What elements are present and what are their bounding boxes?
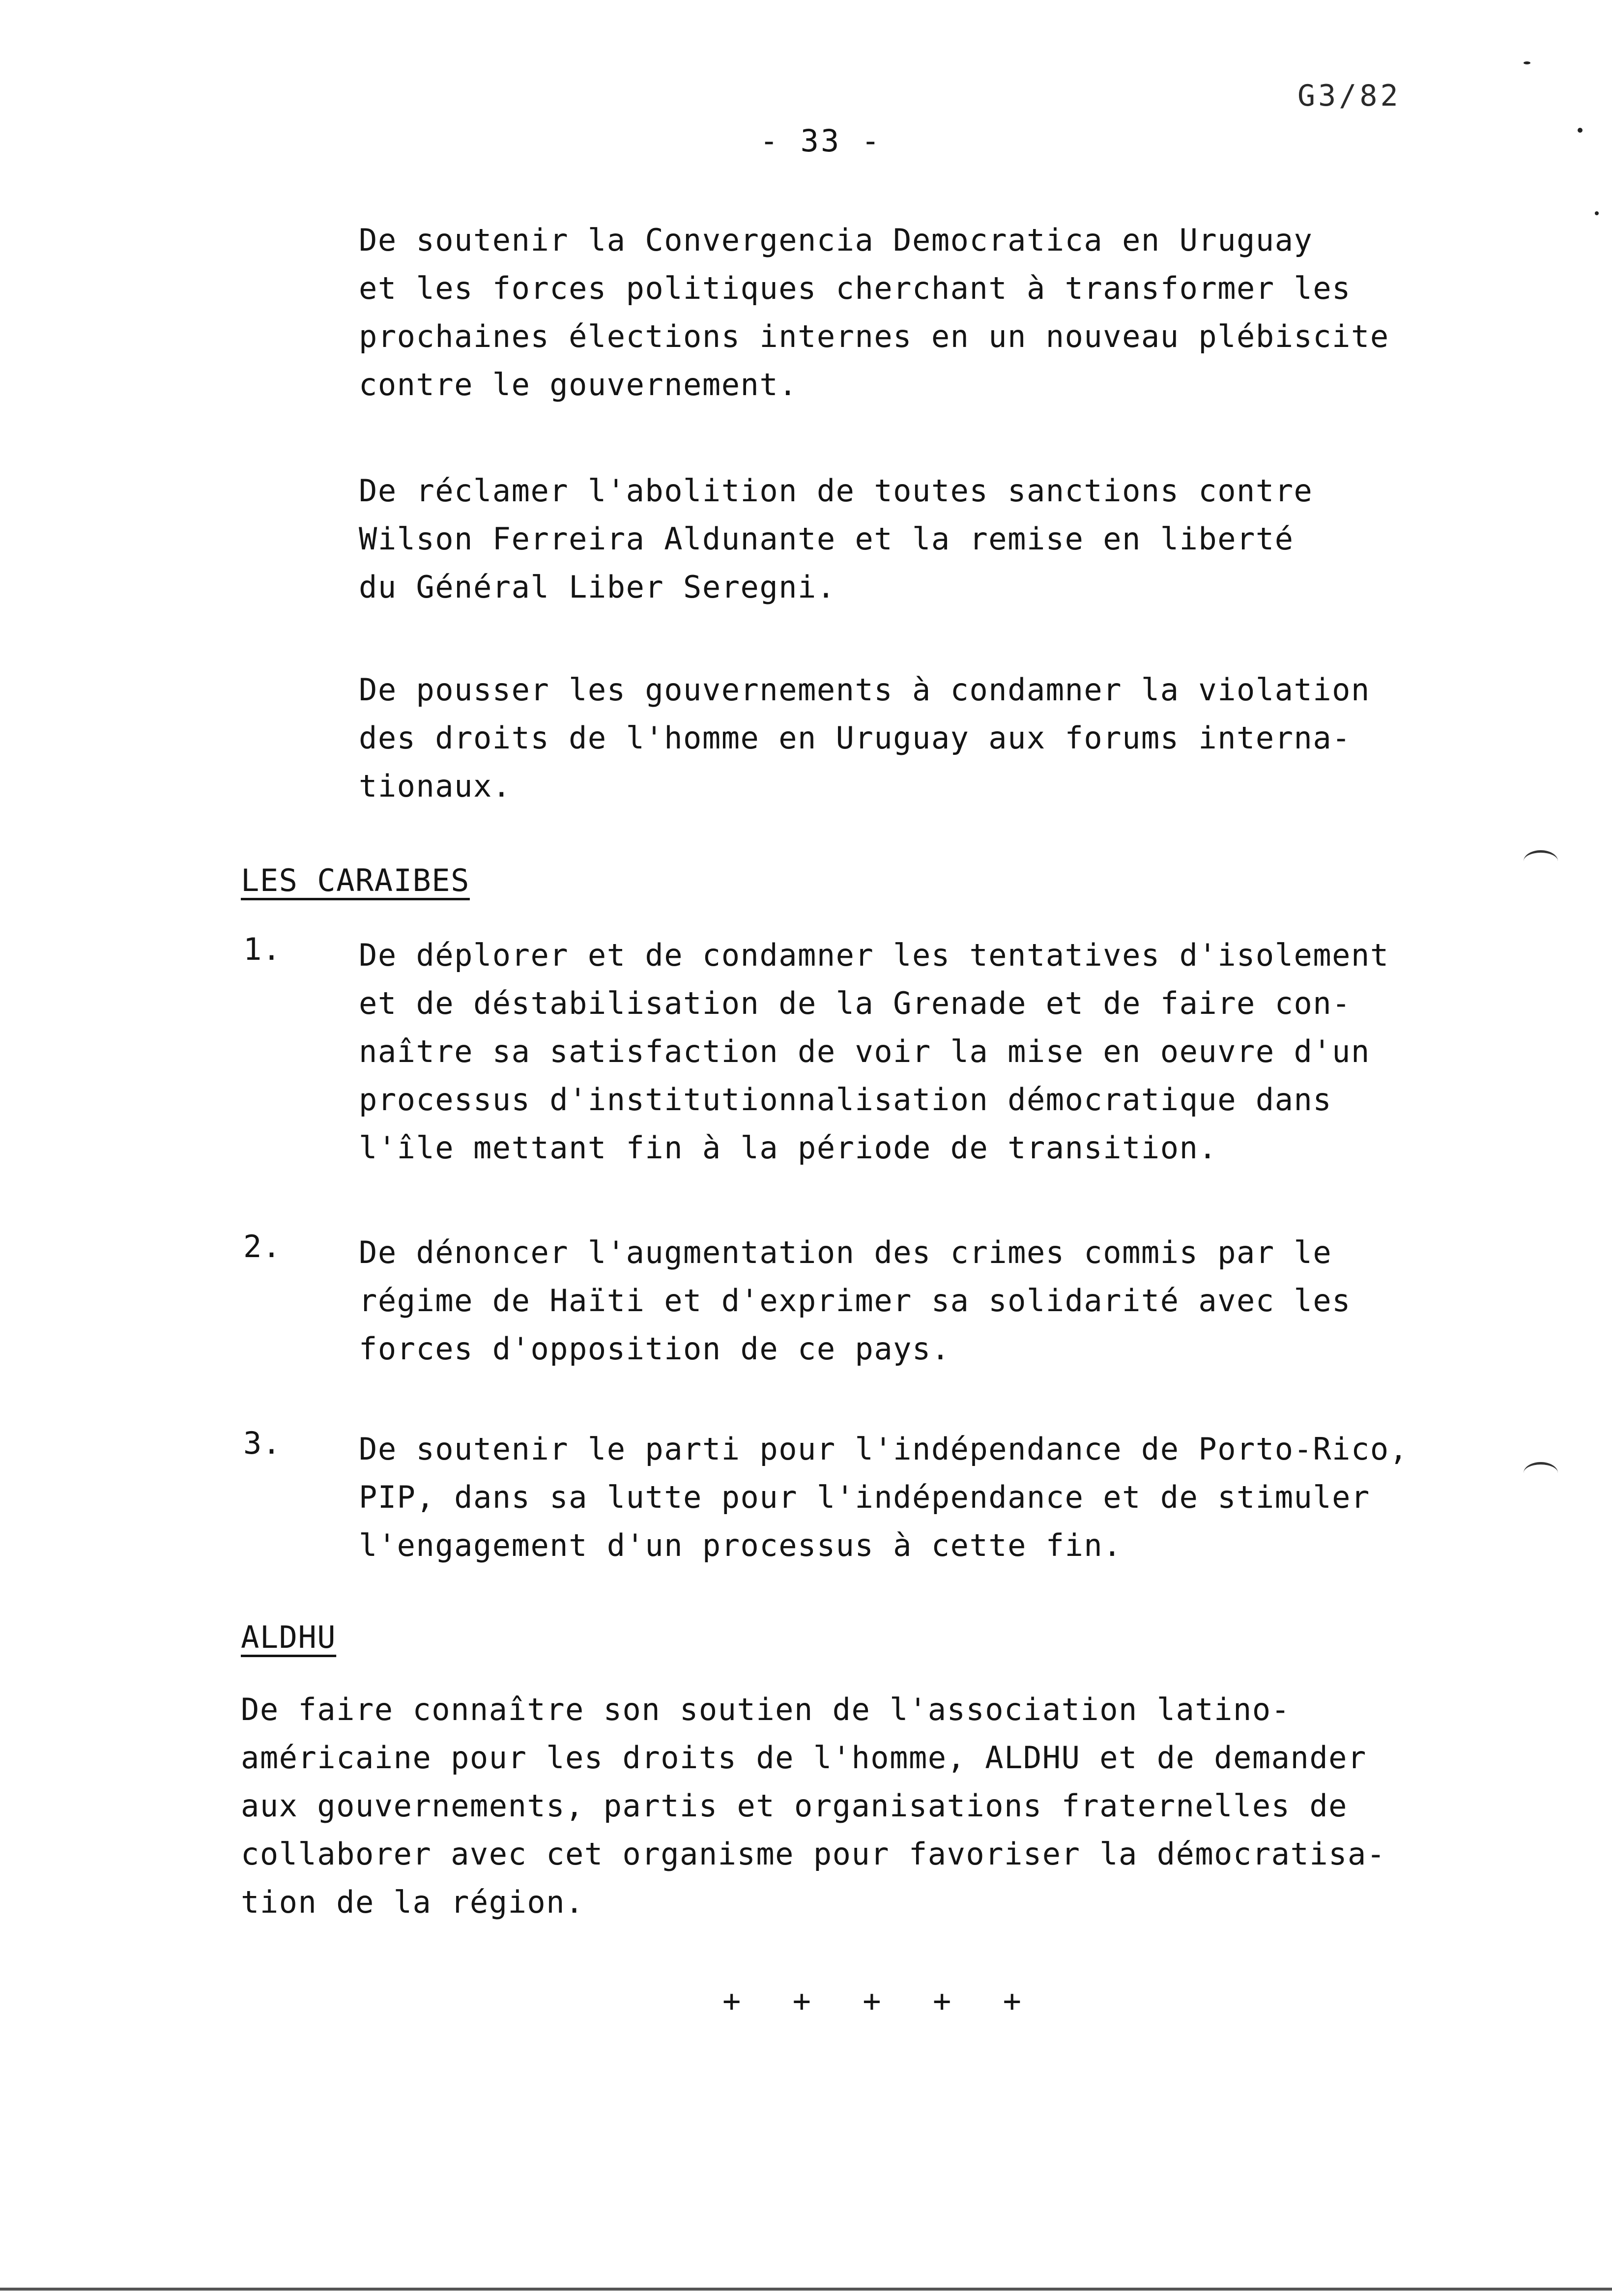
text-line: De soutenir la Convergencia Democratica en Uruguay bbox=[359, 222, 1313, 258]
text-line: Wilson Ferreira Aldunante et la remise en liberté bbox=[359, 521, 1294, 557]
text-line: régime de Haïti et d'exprimer sa solidarité avec les bbox=[359, 1283, 1352, 1319]
text-line: De réclamer l'abolition de toutes sanctions contre bbox=[359, 473, 1313, 509]
text-line: prochaines élections internes en un nouveau plébiscite bbox=[359, 318, 1389, 354]
text-line: aux gouvernements, partis et organisations fraternelles de bbox=[241, 1788, 1348, 1824]
text-line: naître sa satisfaction de voir la mise en oeuvre d'un bbox=[359, 1033, 1370, 1069]
list-item-porto-rico bbox=[359, 1425, 1409, 1570]
scan-speck bbox=[1524, 61, 1530, 64]
list-item-grenade bbox=[359, 931, 1389, 1172]
text-line: des droits de l'homme en Uruguay aux forums interna- bbox=[359, 720, 1352, 756]
item-number: 2. bbox=[243, 1229, 282, 1264]
text-line: contre le gouvernement. bbox=[359, 367, 798, 402]
section-heading-caraibes: LES CARAIBES bbox=[241, 862, 470, 898]
document-reference: G3/82 bbox=[1297, 79, 1401, 113]
scan-speck bbox=[1578, 128, 1583, 133]
text-line: tion de la région. bbox=[241, 1884, 584, 1920]
text-line: tionaux. bbox=[359, 768, 512, 804]
margin-mark bbox=[1524, 1462, 1558, 1484]
text-line: De faire connaître son soutien de l'association latino- bbox=[241, 1692, 1291, 1727]
text-line: l'île mettant fin à la période de transition. bbox=[359, 1130, 1218, 1166]
text-line: forces d'opposition de ce pays. bbox=[359, 1331, 950, 1367]
text-line: l'engagement d'un processus à cette fin. bbox=[359, 1527, 1123, 1563]
text-line: De soutenir le parti pour l'indépendance de Porto-Rico, bbox=[359, 1431, 1409, 1467]
paragraph-human-rights bbox=[359, 666, 1370, 810]
paragraph-convergencia bbox=[359, 216, 1389, 409]
text-line: du Général Liber Seregni. bbox=[359, 569, 836, 605]
text-line: et de déstabilisation de la Grenade et de faire con- bbox=[359, 985, 1352, 1021]
page-number: - 33 - bbox=[760, 123, 882, 159]
text-line: américaine pour les droits de l'homme, ALDHU et de demander bbox=[241, 1740, 1367, 1776]
scan-speck bbox=[1595, 211, 1599, 215]
closing-marks: + + + + + bbox=[722, 1983, 1038, 2019]
text-line: PIP, dans sa lutte pour l'indépendance et de stimuler bbox=[359, 1479, 1370, 1515]
text-line: collaborer avec cet organisme pour favoriser la démocratisa- bbox=[241, 1836, 1386, 1872]
section-heading-aldhu: ALDHU bbox=[241, 1619, 337, 1655]
margin-mark bbox=[1524, 850, 1558, 872]
paragraph-sanctions bbox=[359, 467, 1313, 611]
text-line: et les forces politiques cherchant à transformer les bbox=[359, 270, 1352, 306]
paragraph-aldhu bbox=[241, 1686, 1386, 1926]
text-line: De dénoncer l'augmentation des crimes commis par le bbox=[359, 1234, 1332, 1270]
item-number: 1. bbox=[243, 931, 282, 967]
page-bottom-edge bbox=[0, 2288, 1612, 2291]
text-line: De pousser les gouvernements à condamner la violation bbox=[359, 672, 1370, 708]
list-item-haiti bbox=[359, 1229, 1351, 1373]
item-number: 3. bbox=[243, 1425, 282, 1461]
text-line: processus d'institutionnalisation démocratique dans bbox=[359, 1082, 1332, 1118]
text-line: De déplorer et de condamner les tentatives d'isolement bbox=[359, 937, 1389, 973]
